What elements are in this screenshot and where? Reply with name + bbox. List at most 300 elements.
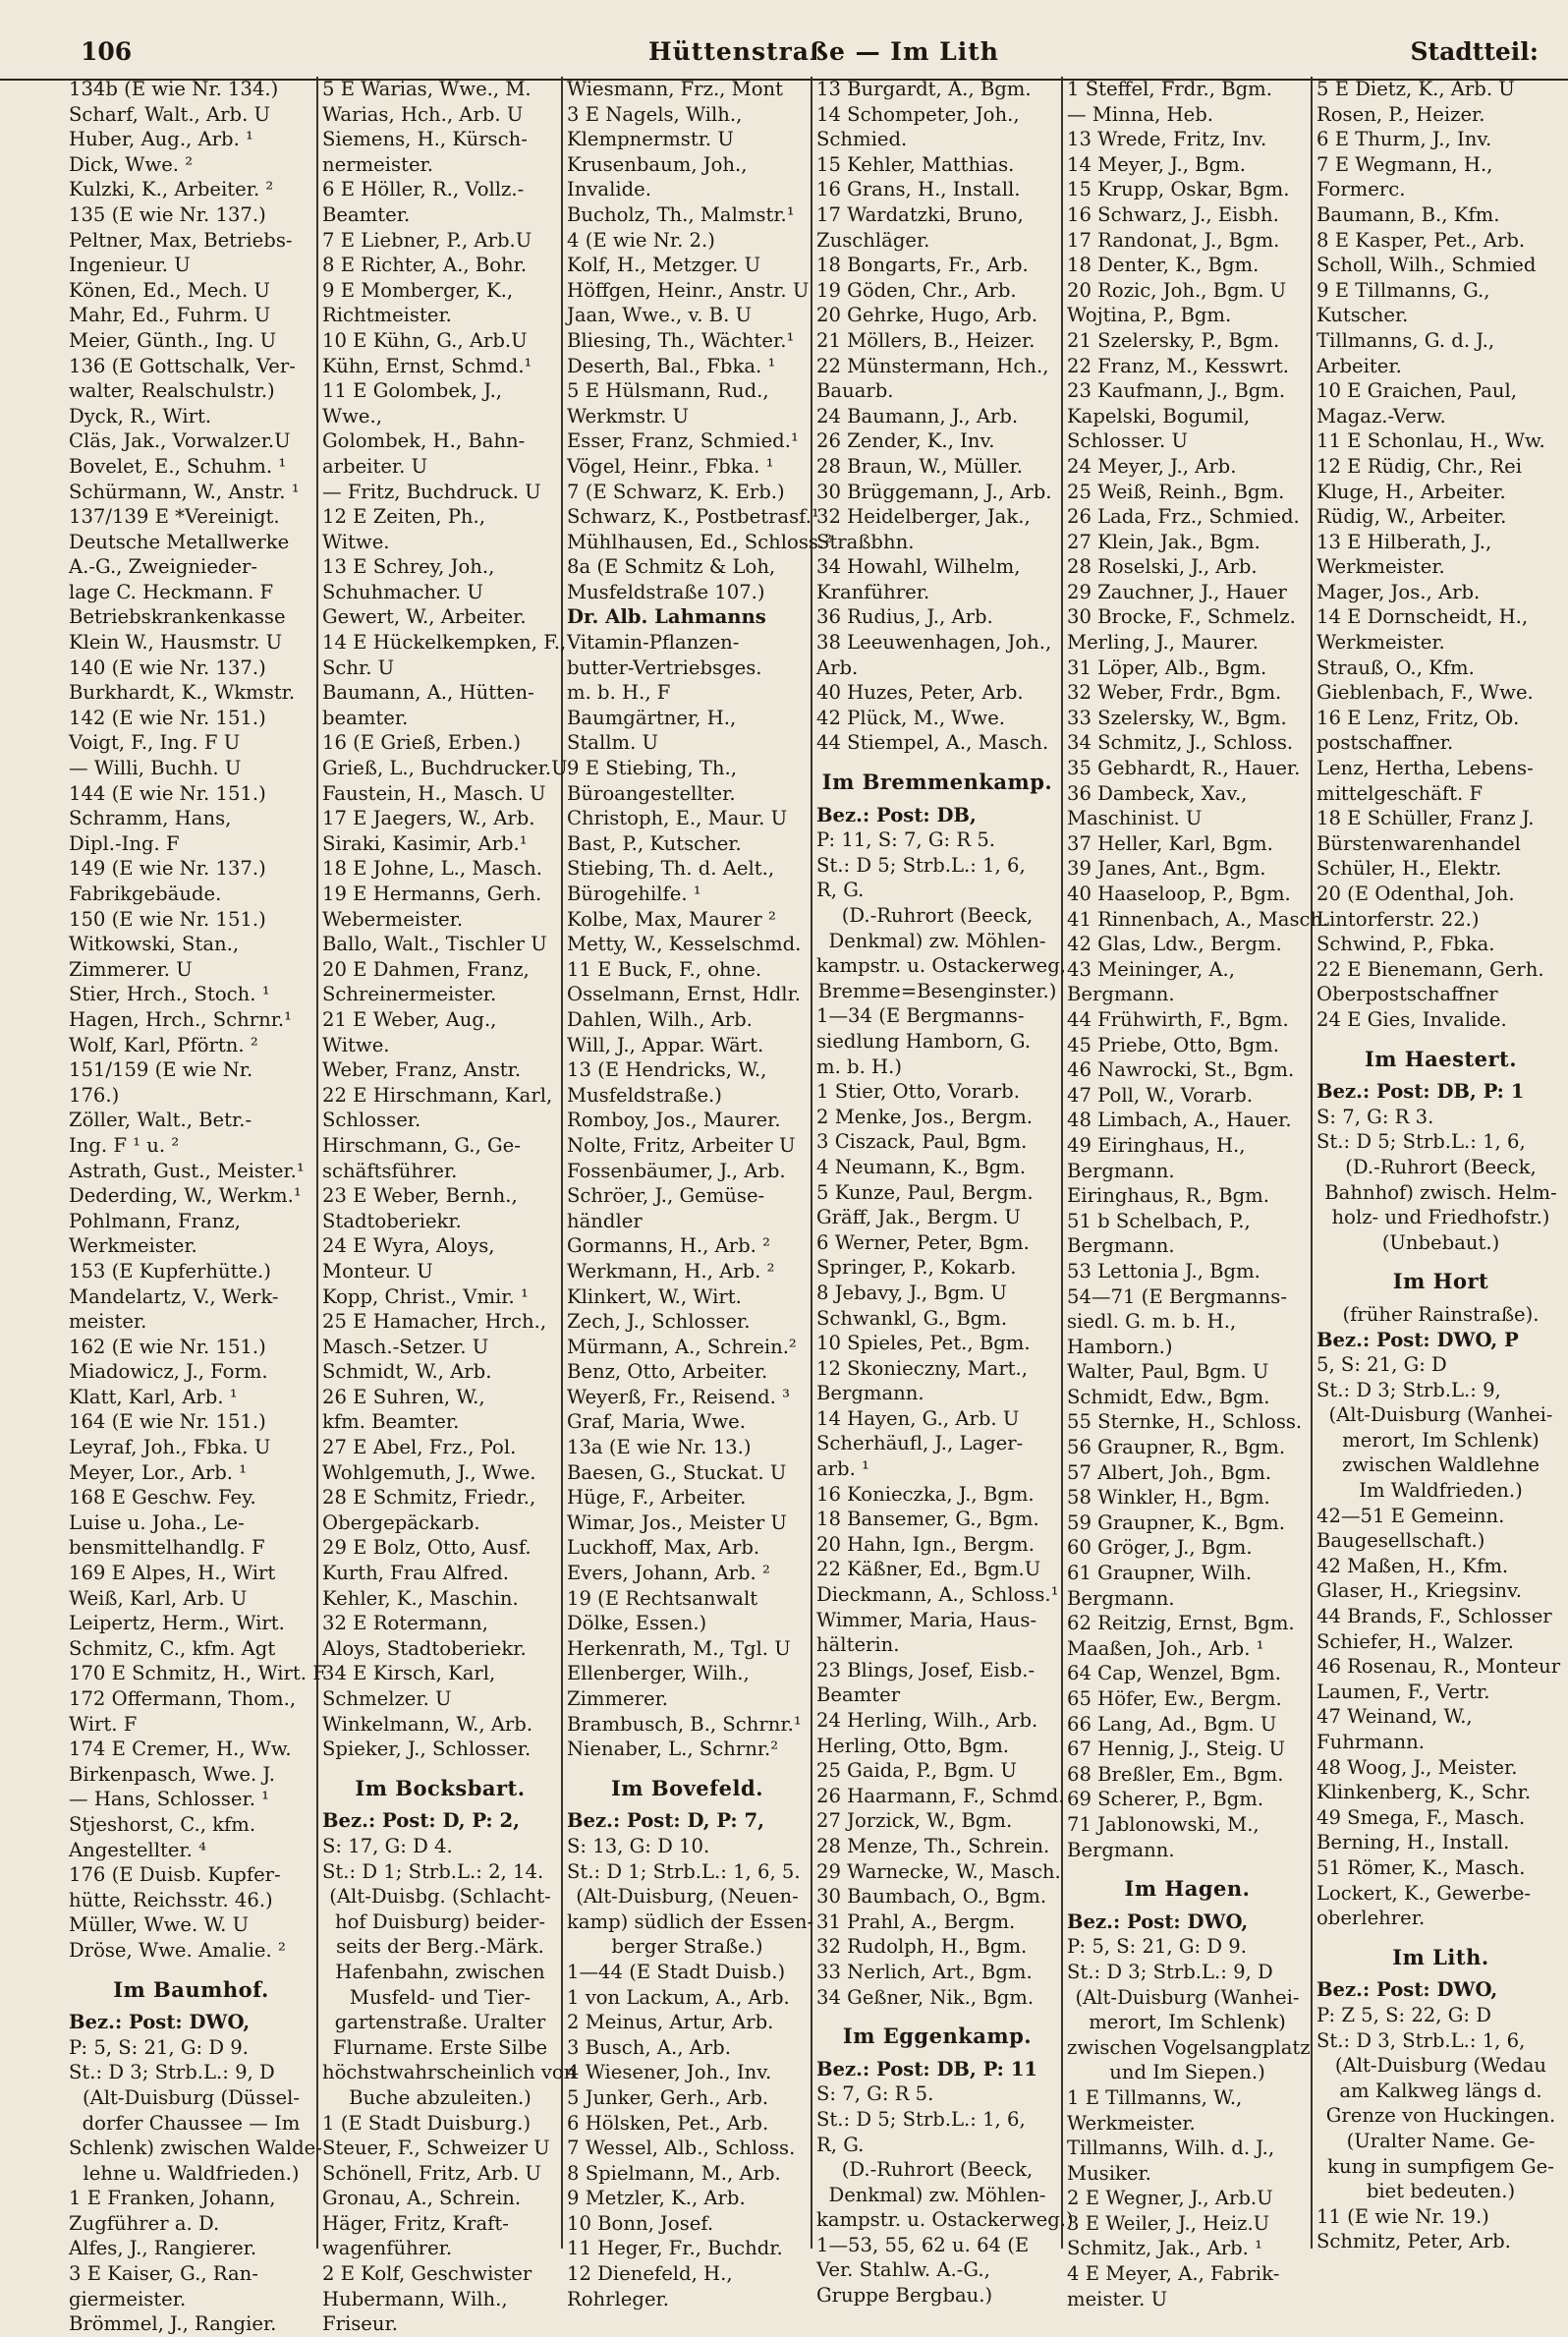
- directory-entry: St.: D 5; Strb.L.: 1, 6,: [1316, 1130, 1526, 1154]
- street-heading: Im Bocksbart.: [355, 1775, 526, 1800]
- street-description: (Alt-Duisburg (Wedau: [1334, 2054, 1547, 2078]
- directory-entry: Richtmeister.: [322, 304, 452, 327]
- directory-entry: Hirschmann, G., Ge-: [322, 1133, 521, 1157]
- directory-entry: Kolf, H., Metzger. U: [567, 254, 761, 277]
- directory-entry: 134b (E wie Nr. 134.): [69, 78, 279, 100]
- directory-entry: 45 Priebe, Otto, Bgm.: [1067, 1033, 1279, 1056]
- street-description: Im Waldfrieden.): [1359, 1479, 1523, 1503]
- directory-entry: 18 Denter, K., Bgm.: [1067, 254, 1260, 277]
- directory-entry: wagenführer.: [322, 2237, 453, 2260]
- street-description: zwischen Waldlehne: [1341, 1454, 1540, 1477]
- directory-entry: Wimmer, Maria, Haus-: [816, 1608, 1037, 1631]
- directory-entry: 135 (E wie Nr. 137.): [69, 202, 266, 226]
- directory-entry: 32 E Rotermann,: [322, 1612, 488, 1635]
- directory-entry: Romboy, Jos., Maurer.: [567, 1109, 781, 1132]
- directory-entry: Weyerß, Fr., Reisend. ³: [567, 1385, 790, 1408]
- directory-entry: 9 E Tillmanns, G.,: [1316, 278, 1490, 302]
- directory-entry: Dederding, W., Werkm.¹: [69, 1184, 302, 1208]
- directory-entry: Stier, Hrch., Stoch. ¹: [69, 983, 270, 1006]
- directory-entry: walter, Realschulstr.): [69, 379, 275, 403]
- directory-entry: Bauarb.: [816, 379, 894, 403]
- directory-entry: 12 E Zeiten, Ph.,: [322, 505, 485, 529]
- directory-entry: Schröer, J., Gemüse-: [567, 1184, 765, 1208]
- directory-entry: Weber, Franz, Anstr.: [322, 1058, 522, 1082]
- directory-entry: 29 Warnecke, W., Masch.: [816, 1859, 1061, 1883]
- directory-entry: Astrath, Gust., Meister.¹: [69, 1159, 305, 1182]
- street-heading: Im Hagen.: [1124, 1876, 1251, 1902]
- directory-entry: 8 E Richter, A., Bohr.: [322, 254, 528, 277]
- directory-entry: Brambusch, B., Schrnr.¹: [567, 1712, 802, 1736]
- directory-entry: 48 Limbach, A., Hauer.: [1067, 1109, 1292, 1132]
- directory-entry: 24 Meyer, J., Arb.: [1067, 454, 1237, 478]
- directory-entry: Webermeister.: [322, 907, 464, 931]
- directory-entry: Schmitz, Jak., Arb. ¹: [1067, 2237, 1262, 2260]
- directory-entry: 3 E Kaiser, G., Ran-: [69, 2262, 258, 2286]
- directory-entry: 21 E Weber, Aug.,: [322, 1007, 497, 1031]
- directory-entry: Bürstenwarenhandel: [1316, 831, 1521, 855]
- directory-entry: Zech, J., Schlosser.: [567, 1310, 751, 1334]
- directory-entry: Hüge, F., Arbeiter.: [567, 1486, 747, 1510]
- directory-entry: Miadowicz, J., Form.: [69, 1360, 268, 1384]
- directory-entry: St.: D 3, Strb.L.: 1, 6,: [1316, 2028, 1526, 2052]
- directory-entry: 30 Brocke, F., Schmelz.: [1067, 605, 1296, 629]
- directory-entry: 4 E Meyer, A., Fabrik-: [1067, 2262, 1280, 2286]
- street-description: kung in sumpfigem Ge-: [1327, 2154, 1554, 2178]
- street-description: (D.-Ruhrort (Beeck,: [841, 2158, 1034, 2182]
- directory-entry: Siemens, H., Kürsch-: [322, 128, 528, 151]
- directory-entry: Bucholz, Th., Malmstr.¹: [567, 202, 795, 226]
- directory-entry: Kopp, Christ., Vmir. ¹: [322, 1284, 529, 1308]
- directory-entry: 71 Jablonowski, M.,: [1067, 1812, 1260, 1836]
- directory-entry: Beamter: [816, 1683, 901, 1707]
- directory-entry: St.: D 5; Strb.L.: 1, 6,: [816, 853, 1026, 877]
- directory-entry: 23 Kaufmann, J., Bgm.: [1067, 379, 1286, 403]
- directory-entry: P: 11, S: 7, G: R 5.: [816, 828, 996, 852]
- directory-entry: 9 E Stiebing, Th.,: [567, 757, 737, 780]
- directory-entry: 44 Stiempel, A., Masch.: [816, 731, 1049, 755]
- street-description: merort, Im Schlenk): [1342, 1428, 1540, 1452]
- directory-entry: 26 Lada, Frz., Schmied.: [1067, 505, 1300, 529]
- directory-entry: Spieker, J., Schlosser.: [322, 1738, 532, 1761]
- directory-entry: 150 (E wie Nr. 151.): [69, 907, 266, 931]
- directory-entry: Winkelmann, W., Arb.: [322, 1712, 533, 1736]
- directory-entry: 4 (E wie Nr. 2.): [567, 228, 715, 252]
- directory-entry: 1—44 (E Stadt Duisb.): [567, 1960, 786, 1983]
- directory-entry: hütte, Reichsstr. 46.): [69, 1888, 273, 1911]
- directory-entry: 32 Rudolph, H., Bgm.: [816, 1935, 1028, 1959]
- directory-entry: Klempnermstr. U: [567, 128, 734, 151]
- street-description: (Alt-Duisburg, (Neuen-: [576, 1885, 799, 1909]
- directory-entry: 24 Herling, Wilh., Arb.: [816, 1709, 1038, 1732]
- directory-entry: 51 Römer, K., Masch.: [1316, 1855, 1526, 1879]
- directory-entry: 10 Bonn, Josef.: [567, 2211, 714, 2235]
- directory-entry: 14 E Hückelkempken, F.,: [322, 631, 567, 655]
- directory-entry: Schwankl, G., Bgm.: [816, 1306, 1008, 1330]
- directory-entry: Musfeldstraße.): [567, 1083, 722, 1107]
- directory-entry: Höffgen, Heinr., Anstr. U: [567, 278, 810, 302]
- directory-entry: 13 E Schrey, Joh.,: [322, 555, 495, 579]
- directory-entry: Schiefer, H., Walzer.: [1316, 1629, 1514, 1653]
- directory-entry: Witwe.: [322, 530, 390, 553]
- directory-entry: Faustein, H., Masch. U: [322, 781, 546, 805]
- street-description: am Kalkweg längs d.: [1339, 2079, 1542, 2102]
- directory-entry: Lenz, Hertha, Lebens-: [1316, 757, 1534, 780]
- directory-entry: 19 E Hermanns, Gerh.: [322, 883, 542, 905]
- directory-entry: 26 Zender, K., Inv.: [816, 429, 995, 453]
- column-5: [1063, 77, 1329, 2310]
- directory-entry: Werkmeister.: [69, 1234, 197, 1258]
- directory-entry: Baumgärtner, H.,: [567, 706, 737, 729]
- directory-entry: Masch.-Setzer. U: [322, 1335, 489, 1358]
- directory-columns: [65, 77, 1568, 2336]
- directory-entry: Siraki, Kasimir, Arb.¹: [322, 831, 528, 855]
- directory-entry: Magaz.-Verw.: [1316, 404, 1446, 428]
- directory-entry: Dröse, Wwe. Amalie. ²: [69, 1938, 286, 1962]
- directory-entry: Lintorferstr. 22.): [1316, 907, 1480, 931]
- directory-entry: 7 E Liebner, P., Arb.U: [322, 228, 532, 252]
- directory-entry: Luise u. Joha., Le-: [69, 1510, 245, 1534]
- street-description: Bahnhof) zwisch. Helm-: [1324, 1180, 1557, 1204]
- directory-entry: nermeister.: [322, 152, 433, 176]
- directory-entry: 21 Szelersky, P., Bgm.: [1067, 328, 1280, 352]
- directory-entry: 60 Gröger, J., Bgm.: [1067, 1536, 1253, 1560]
- directory-entry: S: 17, G: D 4.: [322, 1834, 453, 1857]
- directory-entry: 22 Münstermann, Hch.,: [816, 354, 1049, 377]
- directory-entry: 36 Dambeck, Xav.,: [1067, 781, 1248, 805]
- directory-entry: St.: D 3; Strb.L.: 9, D: [1067, 1960, 1273, 1983]
- directory-entry: 47 Weinand, W.,: [1316, 1705, 1473, 1729]
- directory-entry: Schr. U: [322, 656, 395, 679]
- directory-entry: 42—51 E Gemeinn.: [1316, 1504, 1505, 1527]
- directory-entry: 27 Klein, Jak., Bgm.: [1067, 530, 1260, 553]
- directory-entry: 1 E Tillmanns, W.,: [1067, 2085, 1243, 2109]
- directory-entry: Wohlgemuth, J., Wwe.: [322, 1460, 536, 1484]
- directory-entry: 5 E Dietz, K., Arb. U: [1316, 78, 1515, 100]
- directory-entry: Cläs, Jak., Vorwalzer.U: [69, 429, 291, 453]
- directory-entry: Kapelski, Bogumil,: [1067, 404, 1251, 428]
- directory-entry: 27 Jorzick, W., Bgm.: [816, 1809, 1013, 1833]
- directory-entry: 69 Scherer, P., Bgm.: [1067, 1788, 1264, 1811]
- street-heading: Im Lith.: [1392, 1944, 1489, 1969]
- directory-entry: Benz, Otto, Arbeiter.: [567, 1360, 768, 1384]
- directory-entry: Hagen, Hrch., Schrnr.¹: [69, 1007, 293, 1031]
- directory-entry: Könen, Ed., Mech. U: [69, 278, 270, 302]
- directory-entry: 31 Prahl, A., Bergm.: [816, 1910, 1016, 1933]
- directory-entry: 140 (E wie Nr. 137.): [69, 656, 266, 679]
- directory-entry: Arbeiter.: [1316, 354, 1402, 377]
- street-description: kampstr. u. Ostackerweg,: [816, 954, 1066, 978]
- district-info: Bez.: Post: DWO,: [1067, 1910, 1249, 1933]
- directory-entry: Schönell, Fritz, Arb. U: [322, 2161, 541, 2185]
- directory-entry: Monteur. U: [322, 1259, 433, 1282]
- directory-entry: St.: D 3; Strb.L.: 9,: [1316, 1378, 1501, 1401]
- directory-entry: Glaser, H., Kriegsinv.: [1316, 1579, 1523, 1603]
- column-4: [812, 77, 1074, 2308]
- directory-entry: Zimmerer. U: [69, 957, 193, 981]
- directory-entry: St.: D 3; Strb.L.: 9, D: [69, 2061, 275, 2084]
- directory-entry: Mager, Jos., Arb.: [1316, 580, 1481, 603]
- directory-entry: 34 Schmitz, J., Schloss.: [1067, 731, 1294, 755]
- directory-entry: 42 Plück, M., Wwe.: [816, 706, 1006, 729]
- directory-entry: 170 E Schmitz, H., Wirt. F: [69, 1662, 326, 1685]
- directory-entry: Gronau, A., Schrein.: [322, 2187, 522, 2210]
- directory-entry: Rohrleger.: [567, 2287, 669, 2310]
- directory-entry: Krusenbaum, Joh.,: [567, 152, 748, 176]
- district-info: Dr. Alb. Lahmanns: [567, 605, 766, 629]
- street-description: Musfeld- und Tier-: [349, 1985, 532, 2009]
- street-heading: Im Hort: [1392, 1269, 1489, 1294]
- directory-entry: 12 Dienefeld, H.,: [567, 2262, 733, 2286]
- directory-entry: 3 Ciszack, Paul, Bgm.: [816, 1130, 1028, 1154]
- directory-entry: Büroangestellter.: [567, 781, 736, 805]
- directory-entry: 31 Löper, Alb., Bgm.: [1067, 656, 1267, 679]
- directory-entry: 20 (E Odenthal, Joh.: [1316, 883, 1515, 905]
- directory-entry: Formerc.: [1316, 178, 1406, 201]
- directory-entry: 11 E Buck, F., ohne.: [567, 957, 762, 981]
- directory-entry: Friseur.: [322, 2312, 398, 2336]
- directory-entry: Schlosser.: [322, 1109, 421, 1132]
- street-heading: Im Baumhof.: [113, 1976, 269, 2002]
- directory-entry: 168 E Geschw. Fey.: [69, 1486, 256, 1510]
- directory-entry: 30 Brüggemann, J., Arb.: [816, 480, 1052, 503]
- street-description: (Alt-Duisbg. (Schlacht-: [329, 1885, 551, 1909]
- directory-entry: 10 Spieles, Pet., Bgm.: [816, 1332, 1031, 1355]
- directory-entry: Werkmeister.: [1316, 631, 1445, 655]
- directory-entry: Vögel, Heinr., Fbka. ¹: [567, 454, 774, 478]
- directory-entry: Kutscher.: [1316, 304, 1409, 327]
- directory-entry: Dick, Wwe. ²: [69, 152, 194, 176]
- directory-entry: 1 von Lackum, A., Arb.: [567, 1985, 790, 2009]
- directory-entry: Bovelet, E., Schuhm. ¹: [69, 454, 287, 478]
- street-description: zwischen Vogelsangplatz: [1067, 2035, 1311, 2059]
- directory-entry: 162 (E wie Nr. 151.): [69, 1335, 266, 1358]
- directory-entry: 49 Smega, F., Masch.: [1316, 1805, 1526, 1829]
- directory-entry: Hamborn.): [1067, 1335, 1173, 1358]
- district-info: Bez.: Post: DWO, P: [1316, 1328, 1519, 1351]
- directory-entry: 67 Hennig, J., Steig. U: [1067, 1738, 1286, 1761]
- directory-entry: Scharf, Walt., Arb. U: [69, 102, 271, 126]
- directory-entry: 26 Haarmann, F., Schmd.: [816, 1784, 1065, 1807]
- street-description: hof Duisburg) beider-: [334, 1910, 546, 1933]
- street-description: (Alt-Duisburg (Wanhei-: [1328, 1403, 1553, 1427]
- column-6: [1313, 77, 1568, 2253]
- directory-entry: Evers, Johann, Arb. ²: [567, 1562, 770, 1585]
- directory-entry: Stallm. U: [567, 731, 659, 755]
- page-title: Hüttenstraße — Im Lith: [648, 37, 999, 66]
- directory-entry: 6 Hölsken, Pet., Arb.: [567, 2111, 769, 2135]
- directory-entry: 12 Skonieczny, Mart.,: [816, 1356, 1029, 1380]
- street-description: Hafenbahn, zwischen: [335, 1960, 545, 1983]
- directory-entry: 17 E Jaegers, W., Arb.: [322, 807, 535, 830]
- directory-entry: Grieß, L., Buchdrucker.U: [322, 757, 568, 780]
- directory-entry: 5 Junker, Gerh., Arb.: [567, 2085, 769, 2109]
- directory-entry: St.: D 5; Strb.L.: 1, 6,: [816, 2107, 1026, 2131]
- directory-entry: Witkowski, Stan.,: [69, 933, 240, 956]
- directory-entry: Scherhäufl, J., Lager-: [816, 1432, 1024, 1455]
- directory-entry: Gieblenbach, F., Wwe.: [1316, 681, 1534, 705]
- directory-entry: Herling, Otto, Bgm.: [816, 1734, 1010, 1757]
- directory-entry: 9 E Momberger, K.,: [322, 278, 514, 302]
- directory-entry: bensmittelhandlg. F: [69, 1536, 265, 1560]
- directory-entry: 49 Eiringhaus, H.,: [1067, 1133, 1246, 1157]
- directory-entry: Betriebskrankenkasse: [69, 605, 286, 629]
- directory-entry: Schramm, Hans,: [69, 807, 232, 830]
- directory-entry: Stiebing, Th. d. Aelt.,: [567, 857, 775, 881]
- directory-entry: P: 5, S: 21, G: D 9.: [69, 2035, 249, 2059]
- directory-entry: Fossenbäumer, J., Arb.: [567, 1159, 786, 1182]
- directory-entry: Dölke, Essen.): [567, 1612, 707, 1635]
- directory-entry: Werkmann, H., Arb. ²: [567, 1259, 775, 1282]
- directory-entry: Dipl.-Ing. F: [69, 831, 180, 855]
- street-description: (D.-Ruhrort (Beeck,: [841, 904, 1034, 927]
- directory-entry: 144 (E wie Nr. 151.): [69, 781, 266, 805]
- directory-entry: 37 Heller, Karl, Bgm.: [1067, 831, 1273, 855]
- directory-entry: 48 Woog, J., Meister.: [1316, 1755, 1518, 1779]
- directory-entry: 137/139 E *Vereinigt.: [69, 505, 280, 529]
- street-description: seits der Berg.-Märk.: [336, 1935, 544, 1959]
- directory-entry: 42 Maßen, H., Kfm.: [1316, 1554, 1509, 1577]
- directory-entry: Gewert, W., Arbeiter.: [322, 605, 527, 629]
- street-description: holz- und Friedhofstr.): [1331, 1206, 1550, 1229]
- directory-entry: 53 Lettonia J., Bgm.: [1067, 1259, 1260, 1282]
- directory-entry: 4 Wiesener, Joh., Inv.: [567, 2061, 772, 2084]
- street-description: (D.-Ruhrort (Beeck,: [1345, 1155, 1537, 1178]
- directory-entry: 13 Wrede, Fritz, Inv.: [1067, 128, 1267, 151]
- directory-entry: 28 E Schmitz, Friedr.,: [322, 1486, 536, 1510]
- street-description: biet bedeuten.): [1366, 2180, 1516, 2203]
- directory-entry: 8 Jebavy, J., Bgm. U: [816, 1281, 1007, 1304]
- directory-entry: 22 Franz, M., Kesswrt.: [1067, 354, 1290, 377]
- directory-entry: 55 Sternke, H., Schloss.: [1067, 1410, 1303, 1434]
- street-description: Denkmal) zw. Möhlen-: [828, 2183, 1046, 2206]
- district-label: Stadtteil:: [1410, 37, 1539, 66]
- directory-entry: 136 (E Gottschalk, Ver-: [69, 354, 296, 377]
- directory-entry: Schmied.: [816, 128, 908, 151]
- directory-entry: Birkenpasch, Wwe. J.: [69, 1762, 275, 1786]
- directory-entry: 28 Braun, W., Müller.: [816, 454, 1023, 478]
- directory-entry: 47 Poll, W., Vorarb.: [1067, 1083, 1254, 1107]
- directory-entry: 11 Heger, Fr., Buchdr.: [567, 2237, 783, 2260]
- directory-entry: Metty, W., Kesselschmd.: [567, 933, 802, 956]
- directory-entry: Zöller, Walt., Betr.-: [69, 1109, 252, 1132]
- directory-entry: postschaffner.: [1316, 731, 1454, 755]
- directory-entry: P: 5, S: 21, G: D 9.: [1067, 1935, 1247, 1959]
- directory-entry: Meier, Günth., Ing. U: [69, 328, 277, 352]
- directory-entry: 1 Steffel, Frdr., Bgm.: [1067, 78, 1272, 100]
- directory-entry: 65 Höfer, Ew., Bergm.: [1067, 1687, 1282, 1710]
- directory-entry: S: 7, G: R 5.: [816, 2082, 934, 2106]
- directory-entry: Graf, Maria, Wwe.: [567, 1410, 746, 1434]
- directory-entry: 62 Reitzig, Ernst, Bgm.: [1067, 1612, 1295, 1635]
- directory-entry: Berning, H., Install.: [1316, 1831, 1510, 1854]
- directory-entry: Fuhrmann.: [1316, 1731, 1425, 1753]
- directory-entry: 32 Weber, Frdr., Bgm.: [1067, 681, 1282, 705]
- directory-entry: 4 Neumann, K., Bgm.: [816, 1155, 1027, 1178]
- street-description: (Unbebaut.): [1381, 1230, 1500, 1254]
- directory-entry: Gormanns, H., Arb. ²: [567, 1234, 770, 1258]
- street-description: berger Straße.): [611, 1935, 763, 1959]
- directory-entry: Schwarz, K., Postbetrasf.¹: [567, 505, 819, 529]
- directory-entry: — Fritz, Buchdruck. U: [322, 480, 541, 503]
- directory-entry: 42 Glas, Ldw., Bergm.: [1067, 933, 1282, 956]
- directory-entry: mittelgeschäft. F: [1316, 781, 1484, 805]
- directory-entry: lage C. Heckmann. F: [69, 580, 274, 603]
- page-header: [0, 29, 1568, 81]
- directory-entry: 30 Baumbach, O., Bgm.: [816, 1885, 1047, 1909]
- directory-entry: 8 Spielmann, M., Arb.: [567, 2161, 781, 2185]
- directory-entry: 176 (E Duisb. Kupfer-: [69, 1863, 281, 1887]
- street-description: gartenstraße. Uralter: [334, 2011, 546, 2034]
- directory-entry: 13a (E wie Nr. 13.): [567, 1436, 752, 1459]
- directory-entry: 16 Grans, H., Install.: [816, 178, 1021, 201]
- directory-entry: Maschinist. U: [1067, 807, 1203, 830]
- directory-entry: 18 E Schüller, Franz J.: [1316, 807, 1535, 830]
- directory-entry: 13 (E Hendricks, W.,: [567, 1058, 767, 1082]
- directory-entry: Kulzki, K., Arbeiter. ²: [69, 178, 274, 201]
- directory-entry: Schmitz, C., kfm. Agt: [69, 1636, 276, 1660]
- directory-entry: Merling, J., Maurer.: [1067, 631, 1259, 655]
- directory-entry: Klinkert, W., Wirt.: [567, 1284, 742, 1308]
- directory-entry: Wwe.,: [322, 404, 382, 428]
- directory-entry: 172 Offermann, Thom.,: [69, 1687, 297, 1710]
- street-description: Flurname. Erste Silbe: [332, 2035, 548, 2059]
- directory-entry: Warias, Hch., Arb. U: [322, 102, 524, 126]
- directory-entry: Meyer, Lor., Arb. ¹: [69, 1460, 248, 1484]
- directory-entry: Mühlhausen, Ed., Schloss.²: [567, 530, 833, 553]
- directory-entry: Wirt. F: [69, 1712, 138, 1736]
- directory-entry: Ing. F ¹ u. ²: [69, 1133, 180, 1157]
- directory-entry: Straßbhn.: [816, 530, 915, 553]
- directory-entry: 20 Gehrke, Hugo, Arb.: [816, 304, 1038, 327]
- directory-entry: 18 Bansemer, G., Bgm.: [816, 1508, 1039, 1531]
- directory-entry: Schmidt, W., Arb.: [322, 1360, 492, 1384]
- directory-entry: Baesen, G., Stuckat. U: [567, 1460, 787, 1484]
- directory-entry: Bast, P., Kutscher.: [567, 831, 742, 855]
- directory-entry: 25 Gaida, P., Bgm. U: [816, 1759, 1017, 1783]
- district-info: Bez.: Post: D, P: 7,: [567, 1809, 764, 1833]
- directory-entry: Burkhardt, K., Wkmstr.: [69, 681, 296, 705]
- directory-entry: 35 Gebhardt, R., Hauer.: [1067, 757, 1301, 780]
- directory-entry: St.: D 1; Strb.L.: 1, 6, 5.: [567, 1859, 801, 1883]
- directory-entry: 40 Haaseloop, P., Bgm.: [1067, 883, 1291, 905]
- street-description: Denkmal) zw. Möhlen-: [828, 929, 1046, 952]
- directory-entry: 59 Graupner, K., Bgm.: [1067, 1510, 1285, 1534]
- directory-entry: 169 E Alpes, H., Wirt: [69, 1562, 276, 1585]
- directory-entry: Werkmeister.: [1316, 555, 1445, 579]
- directory-entry: 19 (E Rechtsanwalt: [567, 1586, 758, 1610]
- directory-entry: Gräff, Jak., Bergm. U: [816, 1206, 1021, 1229]
- directory-entry: Tillmanns, G. d. J.,: [1316, 328, 1495, 352]
- directory-entry: Häger, Fritz, Kraft-: [322, 2211, 509, 2235]
- directory-entry: Christoph, E., Maur. U: [567, 807, 788, 830]
- street-description: (Alt-Duisburg (Düssel-: [82, 2085, 301, 2109]
- directory-entry: Nolte, Fritz, Arbeiter U: [567, 1133, 796, 1157]
- directory-entry: 28 Roselski, J., Arb.: [1067, 555, 1258, 579]
- directory-entry: 21 Möllers, B., Heizer.: [816, 328, 1036, 352]
- directory-entry: 23 Blings, Josef, Eisb.-: [816, 1658, 1036, 1682]
- directory-entry: 16 Konieczka, J., Bgm.: [816, 1482, 1035, 1506]
- directory-entry: 24 E Wyra, Aloys,: [322, 1234, 495, 1258]
- directory-entry: Musiker.: [1067, 2161, 1151, 2185]
- directory-entry: 8 E Kasper, Pet., Arb.: [1316, 228, 1526, 252]
- directory-entry: Kranführer.: [816, 580, 930, 603]
- directory-entry: 1—53, 55, 62 u. 64 (E: [816, 2233, 1030, 2256]
- directory-entry: 1 Stier, Otto, Vorarb.: [816, 1080, 1020, 1104]
- directory-entry: Schürmann, W., Anstr. ¹: [69, 480, 300, 503]
- directory-entry: 14 Meyer, J., Bgm.: [1067, 152, 1246, 176]
- directory-entry: 51 b Schelbach, P.,: [1067, 1209, 1251, 1232]
- directory-entry: 2 E Kolf, Geschwister: [322, 2262, 532, 2286]
